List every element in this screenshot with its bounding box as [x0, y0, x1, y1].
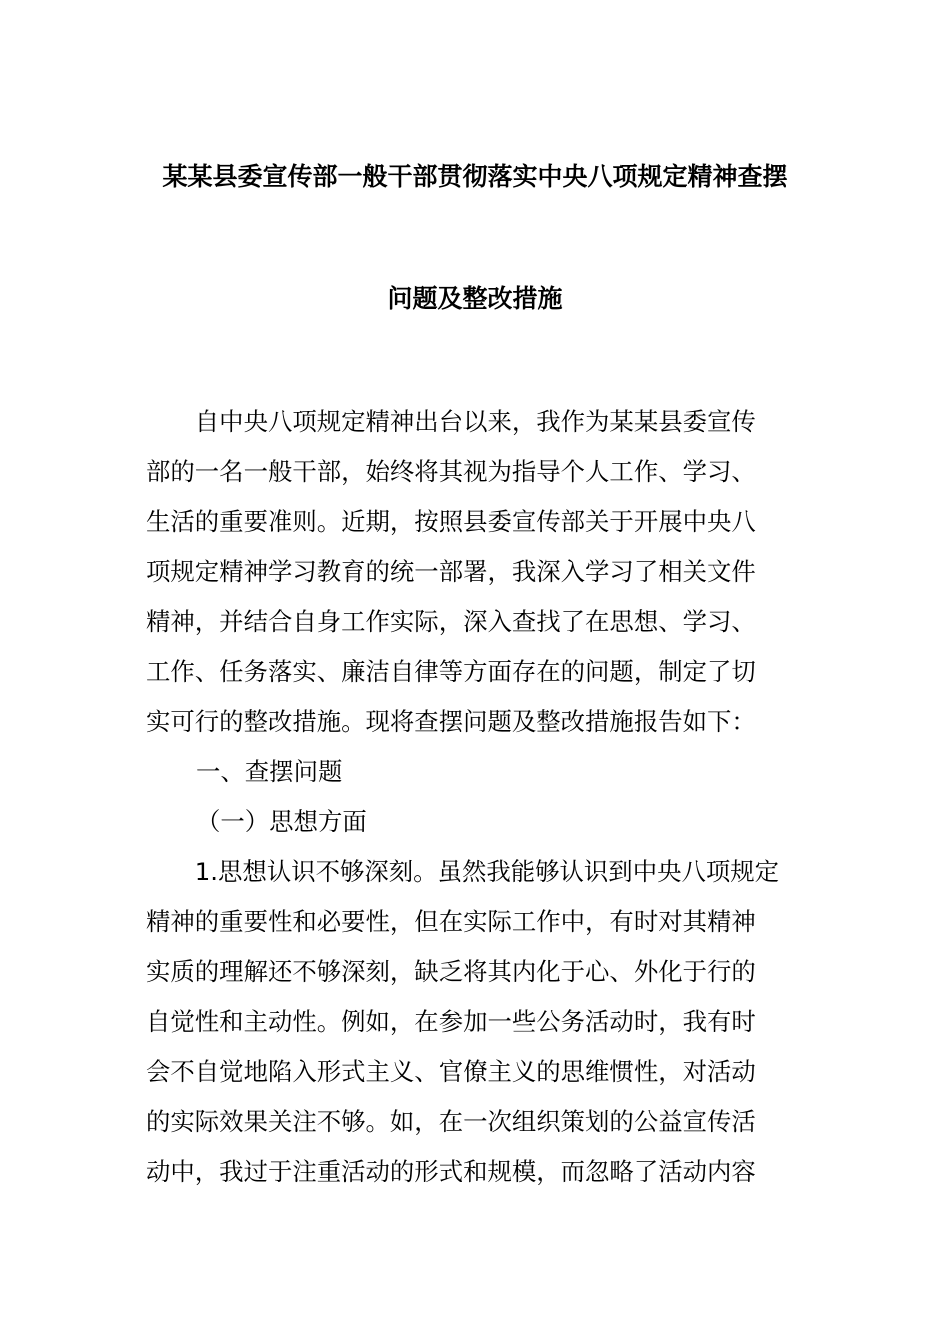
item-paragraph — [146, 847, 806, 1197]
paragraph-line: 实质的理解还不够深刻，缺乏将其内化于心、外化于行的 — [146, 957, 756, 986]
paragraph-line: 工作、任务落实、廉洁自律等方面存在的问题，制定了切 — [146, 657, 756, 686]
document-title-line-1: 某某县委宣传部一般干部贯彻落实中央八项规定精神查摆 — [162, 162, 788, 191]
paragraph-line: 1.思想认识不够深刻。虽然我能够认识到中央八项规定 — [146, 857, 780, 886]
paragraph-line: 动中，我过于注重活动的形式和规模，而忽略了活动内容 — [146, 1157, 756, 1186]
paragraph-line: 项规定精神学习教育的统一部署，我深入学习了相关文件 — [146, 557, 756, 586]
paragraph-line: 的实际效果关注不够。如，在一次组织策划的公益宣传活 — [146, 1107, 756, 1136]
paragraph-line: 精神，并结合自身工作实际，深入查找了在思想、学习、 — [146, 607, 756, 636]
paragraph-line: 精神的重要性和必要性，但在实际工作中，有时对其精神 — [146, 907, 756, 936]
subsection-heading: （一）思想方面 — [196, 807, 367, 836]
paragraph-line: 部的一名一般干部，始终将其视为指导个人工作、学习、 — [146, 457, 756, 486]
section-heading: 一、查摆问题 — [196, 757, 343, 786]
intro-paragraph — [146, 397, 806, 747]
paragraph-line: 会不自觉地陷入形式主义、官僚主义的思维惯性，对活动 — [146, 1057, 756, 1086]
paragraph-line: 实可行的整改措施。现将查摆问题及整改措施报告如下： — [146, 707, 756, 736]
document-title-line-2: 问题及整改措施 — [387, 284, 563, 313]
paragraph-line: 自觉性和主动性。例如，在参加一些公务活动时，我有时 — [146, 1007, 756, 1036]
paragraph-line: 生活的重要准则。近期，按照县委宣传部关于开展中央八 — [146, 507, 756, 536]
paragraph-line: 自中央八项规定精神出台以来，我作为某某县委宣传 — [146, 407, 756, 436]
